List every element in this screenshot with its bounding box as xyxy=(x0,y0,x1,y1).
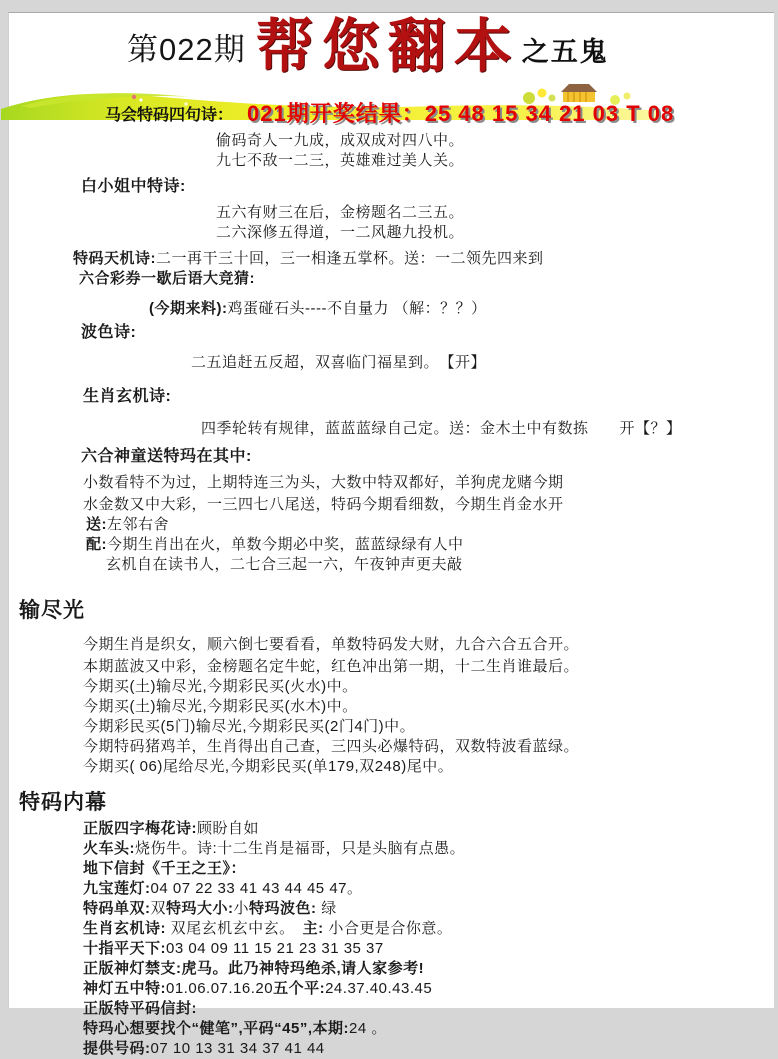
neimu-label: 特玛心想要找个“健笔”,平码“45”,本期: xyxy=(83,1020,349,1037)
neimu-line xyxy=(83,919,774,939)
tianji-text: 二一再干三十回，三一相逢五掌杯。送：一二领先四来到 xyxy=(156,250,544,267)
neimu-label: 正版神灯禁支: xyxy=(83,960,182,977)
pei-text: 今期生肖出在火，单数今期必中奖，蓝蓝绿绿有人中 xyxy=(107,536,464,553)
neimu-line xyxy=(83,839,774,859)
neimu-label: 神灯五中特: xyxy=(83,980,166,997)
draw-results: 021期开奖结果：25 48 15 34 21 03 T 08 xyxy=(247,97,674,128)
laili-line xyxy=(149,299,774,319)
section-heading-shentong: 六合神童送特玛在其中: xyxy=(81,447,774,467)
shentong-line: 水金数又中大彩，一三四七八尾送，特码今期看细数，今期生肖金水开 xyxy=(83,495,774,515)
neimu-value: 03 04 09 11 15 21 23 31 35 37 xyxy=(166,940,384,957)
neimu-value: 24.37.40.43.45 xyxy=(325,980,432,997)
neimu-label: 提供号码: xyxy=(83,1040,151,1057)
xuanji-line: 四季轮转有规律，蓝蓝蓝绿自己定。送：金木土中有数拣 开【？】 xyxy=(201,419,774,439)
laili-label: (今期来料): xyxy=(149,300,228,317)
neimu-value: 07 10 13 31 34 37 41 44 xyxy=(151,1040,325,1057)
pei-line xyxy=(86,535,774,555)
song-label: 送: xyxy=(86,516,107,533)
neimu-value: 小 xyxy=(234,900,250,917)
song-line xyxy=(86,515,774,535)
section-heading-bai: 白小姐中特诗: xyxy=(81,177,774,197)
neimu-value: 小合更是合你意。 xyxy=(324,920,453,937)
section-heading-xuanji: 生肖玄机诗: xyxy=(83,387,774,407)
neimu-label: 火车头: xyxy=(83,840,135,857)
neimu-line xyxy=(83,979,774,999)
neimu-value: 24 。 xyxy=(349,1020,387,1037)
section-heading-shujinguang: 输尽光 xyxy=(19,599,774,623)
neimu-line xyxy=(83,859,774,879)
content xyxy=(9,131,774,1059)
neimu-line xyxy=(83,939,774,959)
neimu-label: 正版特平码信封: xyxy=(83,1000,197,1017)
shujin-line: 今期生肖是织女，顺六倒七要看看，单数特码发大财，九合六合五合开。 xyxy=(83,635,774,655)
neimu-value: 绿 xyxy=(317,900,337,917)
masthead xyxy=(127,15,609,77)
poem-line: 九七不敌一二三，英雄难过美人关。 xyxy=(216,151,774,171)
shujin-line: 今期买(土)输尽光,今期彩民买(水木)中。 xyxy=(83,697,774,717)
neimu-value: 虎马。此乃神特玛绝杀,请人家参考! xyxy=(182,960,425,977)
neimu-value: 烧伤牛。诗:十二生肖是福哥，只是头脑有点愚。 xyxy=(135,840,465,857)
neimu-line xyxy=(83,1039,774,1059)
shentong-line: 小数看特不为过，上期特连三为头，大数中特双都好，羊狗虎龙赌今期 xyxy=(83,473,774,493)
neimu-label: 十指平天下: xyxy=(83,940,166,957)
issue-number: 第022期 xyxy=(127,24,246,77)
neimu-line xyxy=(83,899,774,919)
poem-line: 五六有财三在后，金榜题名二三五。 xyxy=(216,203,774,223)
section-heading-neimu: 特码内幕 xyxy=(19,791,774,815)
pei-label: 配: xyxy=(86,536,107,553)
section-heading-bose: 波色诗: xyxy=(81,323,774,343)
neimu-label: 主: xyxy=(303,920,324,937)
bose-line: 二五追赶五反超，双喜临门福星到。 【开】 xyxy=(191,353,774,373)
shujin-line: 今期彩民买(5门)输尽光,今期彩民买(2门4门)中。 xyxy=(83,717,774,737)
neimu-value: 01.06.07.16.20 xyxy=(166,980,273,997)
neimu-line xyxy=(83,959,774,979)
poem-line: 偷码奇人一九成，成双成对四八中。 xyxy=(216,131,774,151)
page-title: 帮您翻本 xyxy=(256,15,520,77)
results-label: 马会特码四句诗： xyxy=(105,102,233,128)
neimu-label: 特码单双: xyxy=(83,900,151,917)
song-text: 左邻右舍 xyxy=(107,516,169,533)
neimu-label: 特玛大小: xyxy=(166,900,234,917)
neimu-label: 五个平: xyxy=(273,980,325,997)
shujin-line: 本期蓝波又中彩，金榜题名定牛蛇，红色冲出第一期，十二生肖谁最后。 xyxy=(83,657,774,677)
neimu-line xyxy=(83,1019,774,1039)
neimu-value: 04 07 22 33 41 43 44 45 47。 xyxy=(151,880,363,897)
tianji-line xyxy=(73,249,774,269)
tianji-label: 特码天机诗: xyxy=(73,250,156,267)
neimu-line xyxy=(83,819,774,839)
page-panel xyxy=(8,12,774,1008)
neimu-value: 双 xyxy=(151,900,167,917)
neimu-line xyxy=(83,879,774,899)
shujin-line: 今期买(土)输尽光,今期彩民买(火水)中。 xyxy=(83,677,774,697)
neimu-label: 生肖玄机诗: xyxy=(83,920,166,937)
neimu-label: 特玛波色: xyxy=(249,900,317,917)
laili-text: 鸡蛋碰石头----不自量力 （解：？？） xyxy=(228,300,487,317)
section-heading-xiehouyu: 六合彩券一歇后语大竞猜: xyxy=(79,269,774,289)
neimu-label: 正版四字梅花诗: xyxy=(83,820,197,837)
page-subtitle: 之五鬼 xyxy=(522,30,609,77)
shujin-line: 今期特码猪鸡羊，生肖得出自己查，三四头必爆特码，双数特波看蓝绿。 xyxy=(83,737,774,757)
neimu-label: 九宝莲灯: xyxy=(83,880,151,897)
poem-line: 二六深修五得道，一二风趣九投机。 xyxy=(216,223,774,243)
results-row xyxy=(105,97,674,128)
neimu-value: 双尾玄机玄中玄。 xyxy=(166,920,303,937)
neimu-label: 地下信封《千王之王》： xyxy=(83,860,246,877)
header xyxy=(9,13,774,131)
pei-line-2: 玄机自在读书人，二七合三起一六，午夜钟声更夫敲 xyxy=(106,555,774,575)
shujin-line: 今期买( 06)尾给尽光,今期彩民买(单179,双248)尾中。 xyxy=(83,757,774,777)
neimu-value: 顾盼自如 xyxy=(197,820,259,837)
neimu-line xyxy=(83,999,774,1019)
